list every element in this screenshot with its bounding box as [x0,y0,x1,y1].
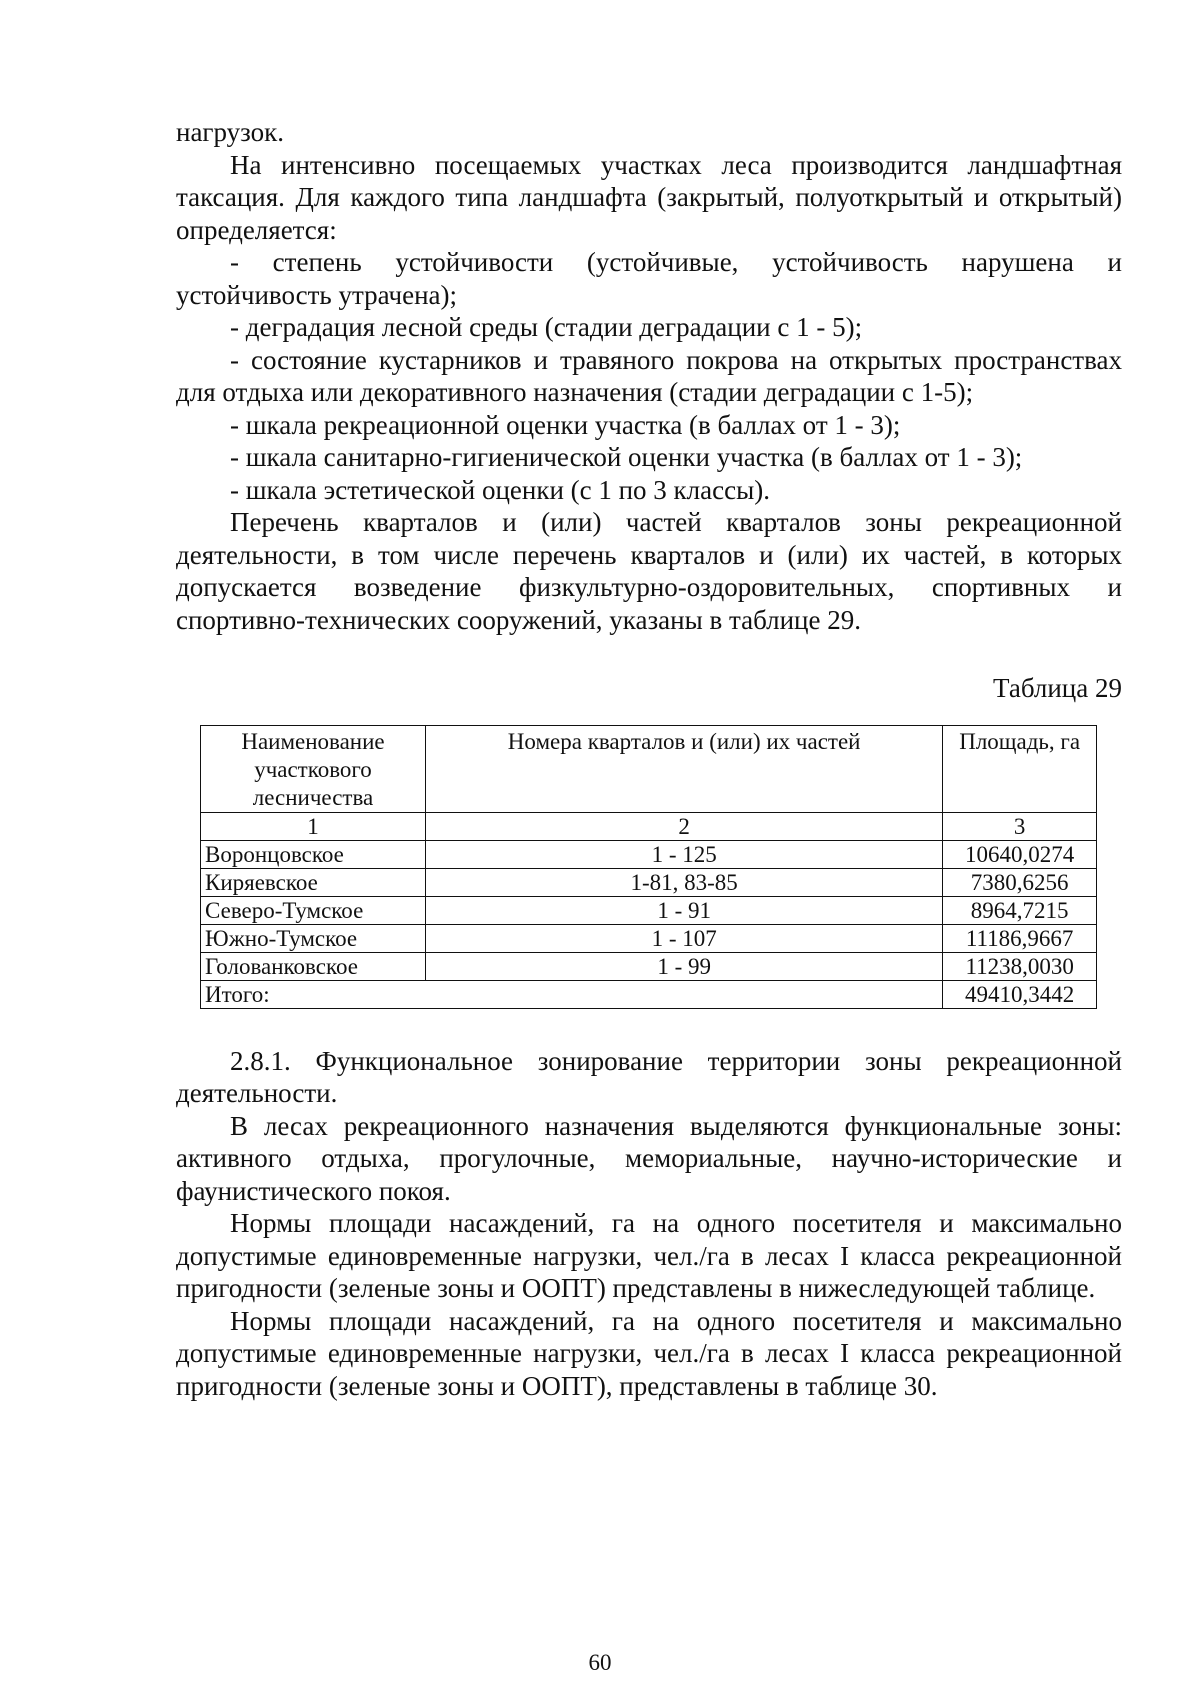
page-content [176,116,1122,1402]
cell-area: 10640,0274 [943,840,1097,868]
header-forestry-name: Наименование участкового лесничества [201,725,426,812]
table-row [201,952,1097,980]
cell-forestry: Воронцовское [201,840,426,868]
paragraph-norms-table-30: Нормы площади насаждений, га на одного посетителя и максимально допустимые единовременные нагрузки, чел./га в лесах I класса рекреационной пригодности (зеленые зоны и ООПТ), представлены в таблице 30. [176,1305,1122,1401]
list-item-sanitary-scale: - шкала санитарно-гигиенической оценки участка (в баллах от 1 - 3); [230,442,1023,472]
list-item-degradation: - деградация лесной среды (стадии деградации с 1 - 5); [230,312,863,342]
cell-area: 11238,0030 [943,952,1097,980]
list-item-shrubs-state: - состояние кустарников и травяного покрова на открытых пространствах для отдыха или декоративного назначения (стадии деградации с 1-5); [176,344,1122,407]
table-caption: Таблица 29 [993,673,1122,703]
cell-forestry: Южно-Тумское [201,924,426,952]
paragraph-continuation: нагрузок. [176,117,285,147]
cell-forestry: Голованковское [201,952,426,980]
paragraph-table-reference: Перечень кварталов и (или) частей кварталов зоны рекреационной деятельности, в том числе перечень кварталов и (или) их частей, в которых допускается возведение физкультурно-оздоровительных, спортивных и спортивно-технических сооружений, указаны в таблице 29. [176,507,1122,635]
column-number: 1 [201,812,426,840]
list-item-aesthetic-scale: - шкала эстетической оценки (с 1 по 3 классы). [230,474,770,505]
cell-quarters: 1 - 99 [426,952,943,980]
cell-quarters: 1 - 125 [426,840,943,868]
column-number: 2 [426,812,943,840]
list-item-stability: - степень устойчивости (устойчивые, устойчивость нарушена и устойчивость утрачена); [176,247,1122,310]
cell-quarters: 1-81, 83-85 [426,868,943,896]
section-heading-2-8-1: 2.8.1. Функциональное зонирование территории зоны рекреационной деятельности. [176,1045,1122,1108]
table-total-row [201,980,1097,1008]
paragraph-functional-zones: В лесах рекреационного назначения выделяются функциональные зоны: активного отдыха, прогулочные, мемориальные, научно-исторические и фаунистического покоя. [176,1110,1122,1206]
cell-area: 7380,6256 [943,868,1097,896]
cell-quarters: 1 - 107 [426,924,943,952]
table-header-row [201,725,1097,812]
cell-area: 8964,7215 [943,896,1097,924]
cell-forestry: Северо-Тумское [201,896,426,924]
table-row [201,868,1097,896]
page-number: 60 [588,1650,612,1675]
quarters-table [200,725,1097,1009]
paragraph-landscape-taxation: На интенсивно посещаемых участках леса производится ландшафтная таксация. Для каждого типа ландшафта (закрытый, полуоткрытый и открытый) определяется: [176,149,1122,245]
cell-total-value: 49410,3442 [943,980,1097,1008]
list-item-recreational-scale: - шкала рекреационной оценки участка (в баллах от 1 - 3); [230,409,901,440]
table-row [201,840,1097,868]
cell-forestry: Киряевское [201,868,426,896]
table-row [201,896,1097,924]
cell-quarters: 1 - 91 [426,896,943,924]
spacer [176,1009,1122,1045]
paragraph-norms-following-table: Нормы площади насаждений, га на одного посетителя и максимально допустимые единовременные нагрузки, чел./га в лесах I класса рекреационной пригодности (зеленые зоны и ООПТ) представлены в нижеследующей таблице. [176,1208,1122,1303]
column-number: 3 [943,812,1097,840]
table-column-number-row [201,812,1097,840]
cell-area: 11186,9667 [943,924,1097,952]
table-row [201,924,1097,952]
cell-total-label: Итого: [201,980,943,1008]
header-area: Площадь, га [943,725,1097,812]
header-quarter-numbers: Номера кварталов и (или) их частей [426,725,943,812]
